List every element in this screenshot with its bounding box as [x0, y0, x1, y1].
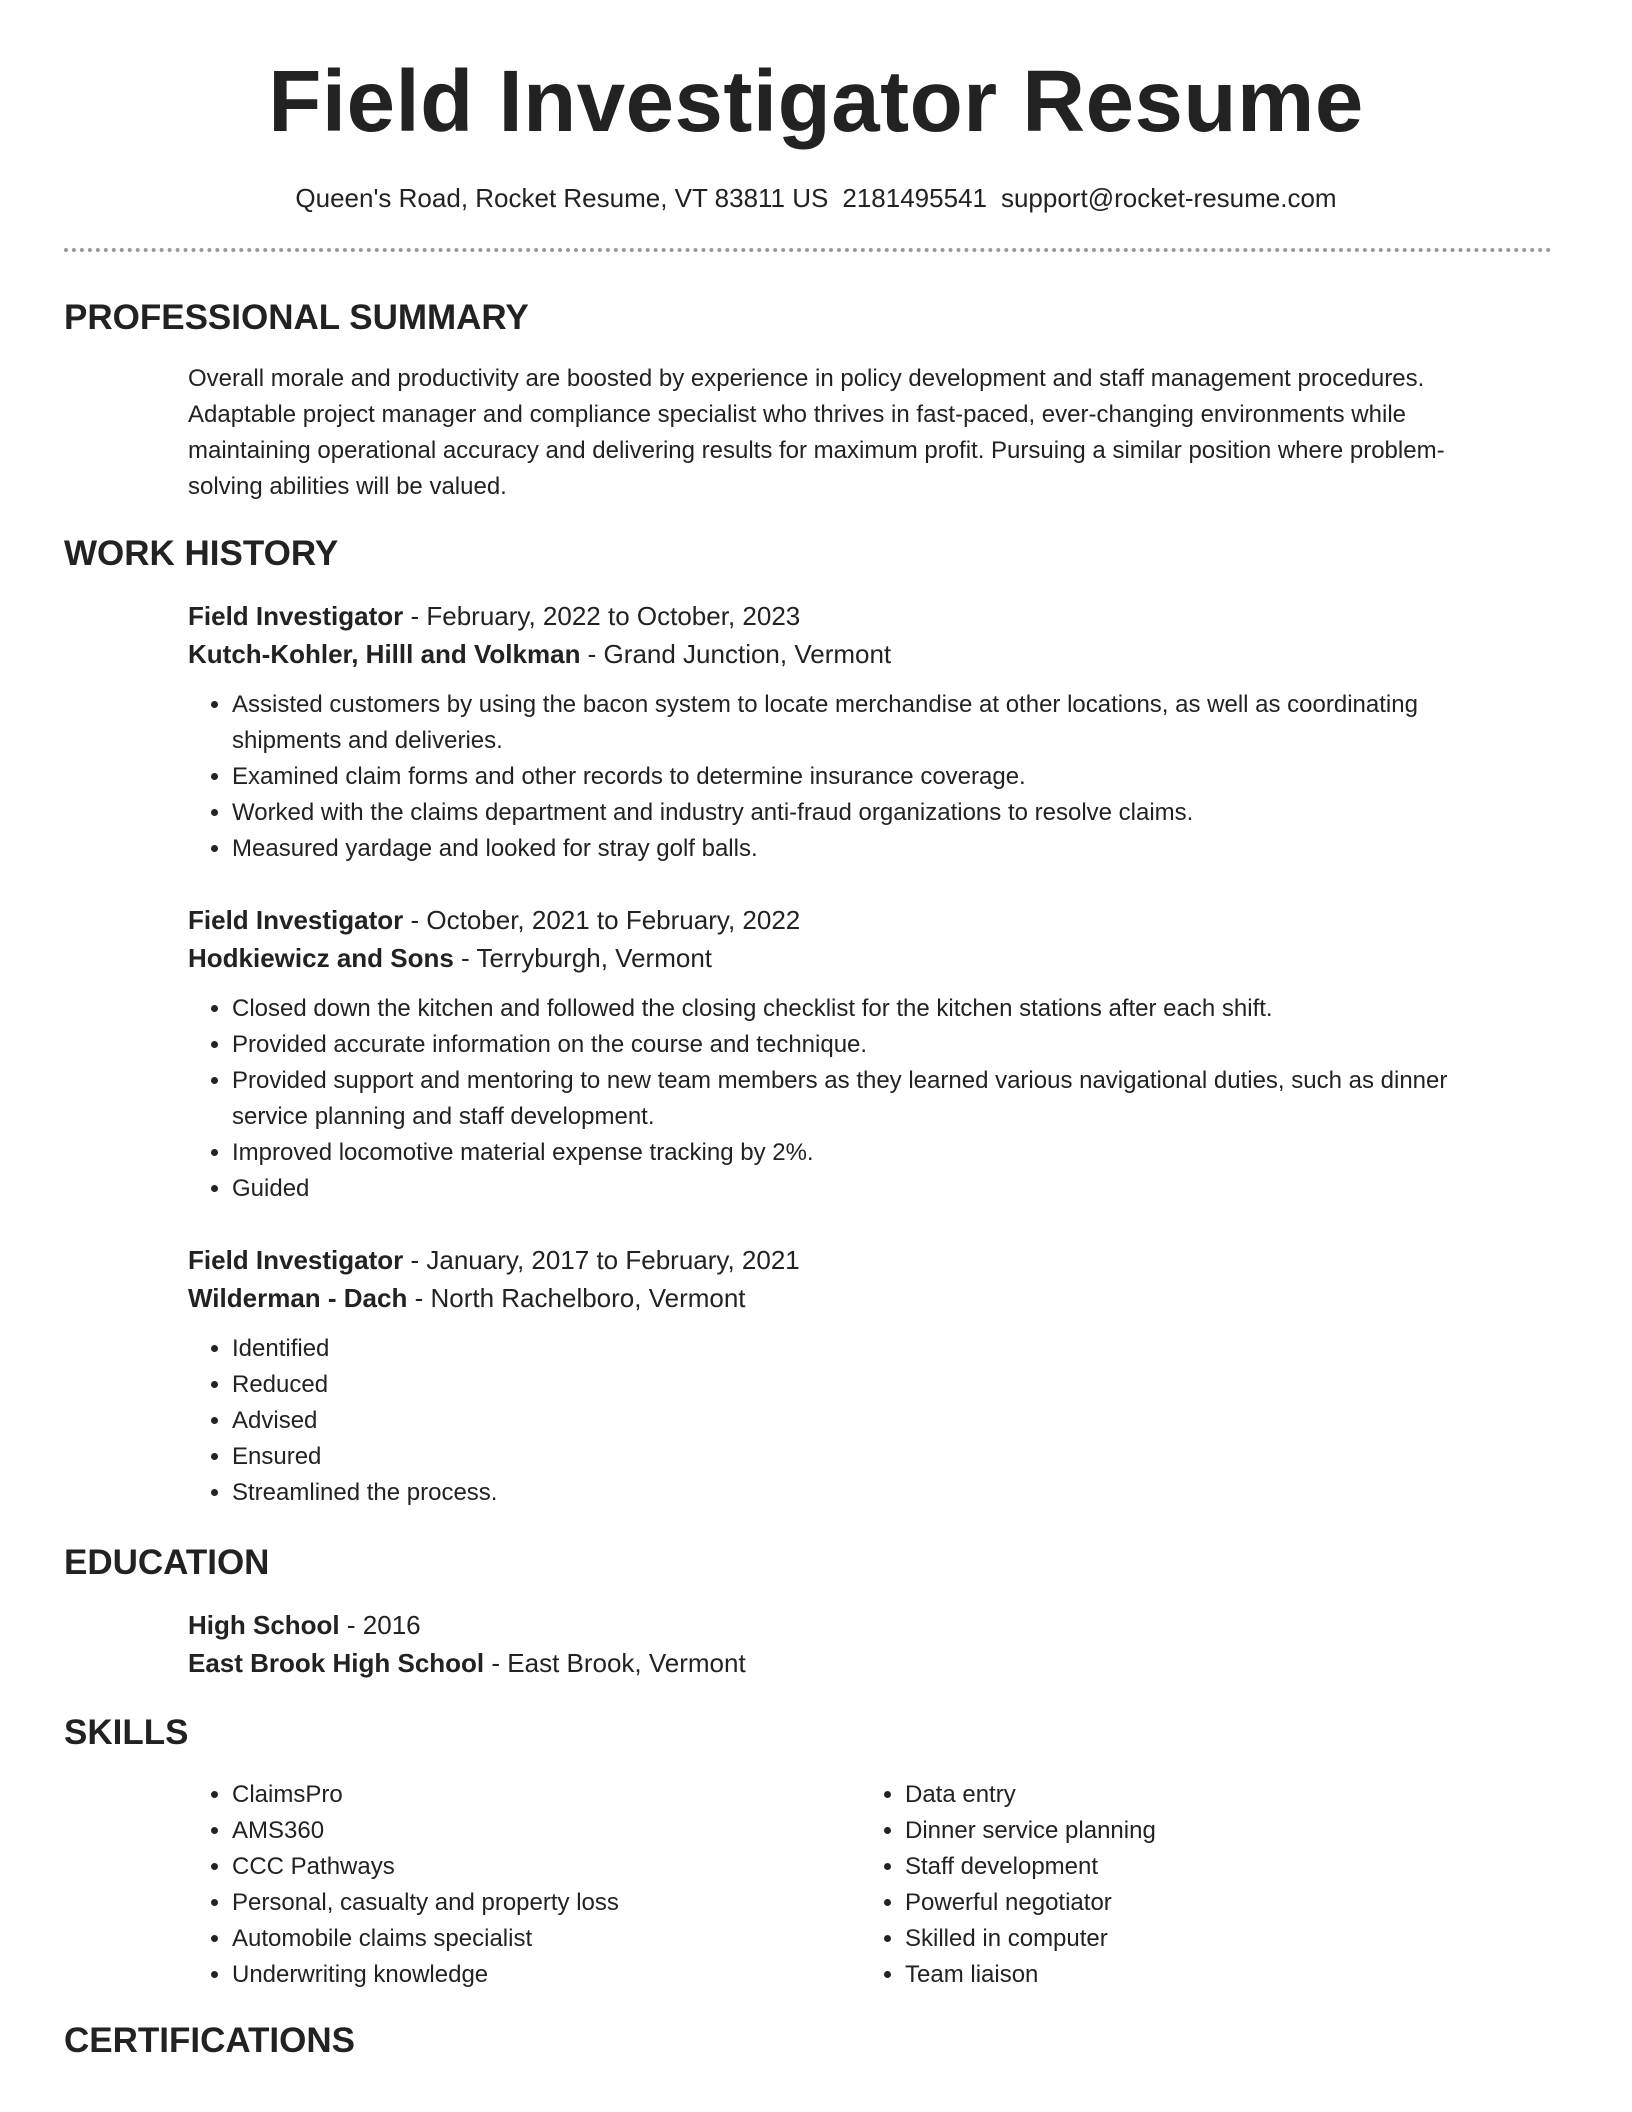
- job-company: Wilderman - Dach: [188, 1283, 408, 1313]
- resume-title: Field Investigator Resume: [268, 53, 1364, 150]
- skill-item: • AMS360: [232, 1813, 808, 1849]
- section-title-summary: PROFESSIONAL SUMMARY: [64, 298, 529, 337]
- education-degree: High School: [188, 1610, 340, 1640]
- skill-item: • Dinner service planning: [905, 1813, 1481, 1849]
- education-school-line: [188, 1644, 1518, 1682]
- education-entry: [188, 1606, 1518, 1682]
- skill-item: • Automobile claims specialist: [232, 1921, 808, 1957]
- job-location: - Terryburgh, Vermont: [453, 943, 713, 973]
- job-dates: - February, 2022 to October, 2023: [403, 601, 801, 631]
- job-role: Field Investigator: [188, 1245, 404, 1275]
- job-role-line: [188, 597, 1518, 635]
- skill-item: • Personal, casualty and property loss: [232, 1885, 808, 1921]
- job-company: Kutch-Kohler, Hilll and Volkman: [188, 639, 581, 669]
- section-title-skills: SKILLS: [64, 1713, 189, 1752]
- job-bullet: • Worked with the claims department and industry anti-fraud organizations to resolve claims.: [232, 795, 1518, 831]
- job-bullet: • Identified: [232, 1331, 1518, 1367]
- job-bullets: [188, 991, 1518, 1207]
- job-bullet: • Assisted customers by using the bacon system to locate merchandise at other locations, as well as coordinating shipments and deliveries.: [232, 687, 1518, 759]
- education-degree-line: [188, 1606, 1518, 1644]
- job-bullet: • Reduced: [232, 1367, 1518, 1403]
- job-dates: - January, 2017 to February, 2021: [403, 1245, 800, 1275]
- job-entry: [188, 901, 1518, 1207]
- job-bullets: [188, 687, 1518, 867]
- job-role-line: [188, 1241, 1518, 1279]
- skills-list-left: [188, 1777, 808, 1993]
- job-bullet: • Ensured: [232, 1439, 1518, 1475]
- contact-email: support@rocket-resume.com: [1000, 183, 1337, 213]
- job-bullet: • Improved locomotive material expense tracking by 2%.: [232, 1135, 1518, 1171]
- skill-item: • Data entry: [905, 1777, 1481, 1813]
- job-location: - North Rachelboro, Vermont: [407, 1283, 746, 1313]
- job-entry: [188, 597, 1518, 867]
- job-bullet: • Provided accurate information on the course and technique.: [232, 1027, 1518, 1063]
- job-role: Field Investigator: [188, 601, 404, 631]
- skill-item: • ClaimsPro: [232, 1777, 808, 1813]
- job-bullet: • Advised: [232, 1403, 1518, 1439]
- summary-text: Overall morale and productivity are boosted by experience in policy development and staff management procedures. Adaptable project manager and compliance specialist who thrives in fast-paced, ever-changing environments while maintaining operational accuracy and delivering results for maximum profit. Pursuing a similar position where problem-solving abilities will be valued.: [188, 365, 1445, 500]
- job-entry: [188, 1241, 1518, 1511]
- job-bullets: [188, 1331, 1518, 1511]
- skill-item: • Staff development: [905, 1849, 1481, 1885]
- education-school: East Brook High School: [188, 1648, 485, 1678]
- skill-item: • Skilled in computer: [905, 1921, 1481, 1957]
- skill-item: • CCC Pathways: [232, 1849, 808, 1885]
- job-role: Field Investigator: [188, 905, 404, 935]
- skills-column-left: [188, 1777, 808, 1993]
- job-company-line: [188, 1279, 1518, 1317]
- job-company: Hodkiewicz and Sons: [188, 943, 454, 973]
- job-bullet: • Closed down the kitchen and followed the closing checklist for the kitchen stations after each shift.: [232, 991, 1518, 1027]
- skills-column-right: [861, 1777, 1481, 1993]
- skill-item: • Underwriting knowledge: [232, 1957, 808, 1993]
- job-dates: - October, 2021 to February, 2022: [403, 905, 801, 935]
- job-bullet: • Guided: [232, 1171, 1518, 1207]
- job-location: - Grand Junction, Vermont: [580, 639, 892, 669]
- job-bullet: • Examined claim forms and other records to determine insurance coverage.: [232, 759, 1518, 795]
- skill-item: • Team liaison: [905, 1957, 1481, 1993]
- section-title-education: EDUCATION: [64, 1543, 270, 1582]
- job-bullet: • Provided support and mentoring to new team members as they learned various navigational duties, such as dinner service planning and staff development.: [232, 1063, 1518, 1135]
- job-bullet: • Measured yardage and looked for stray golf balls.: [232, 831, 1518, 867]
- job-role-line: [188, 901, 1518, 939]
- header-divider: [64, 248, 1552, 252]
- summary-block: [188, 361, 1518, 505]
- job-company-line: [188, 635, 1518, 673]
- education-year: - 2016: [339, 1610, 421, 1640]
- contact-line: [0, 181, 1632, 215]
- skills-list-right: [861, 1777, 1481, 1993]
- job-company-line: [188, 939, 1518, 977]
- education-location: - East Brook, Vermont: [484, 1648, 746, 1678]
- section-title-certifications: CERTIFICATIONS: [64, 2021, 356, 2060]
- section-title-work-history: WORK HISTORY: [64, 534, 339, 573]
- skill-item: • Powerful negotiator: [905, 1885, 1481, 1921]
- job-bullet: • Streamlined the process.: [232, 1475, 1518, 1511]
- contact-address: Queen's Road, Rocket Resume, VT 83811 US: [295, 183, 829, 213]
- contact-phone: 2181495541: [842, 183, 987, 213]
